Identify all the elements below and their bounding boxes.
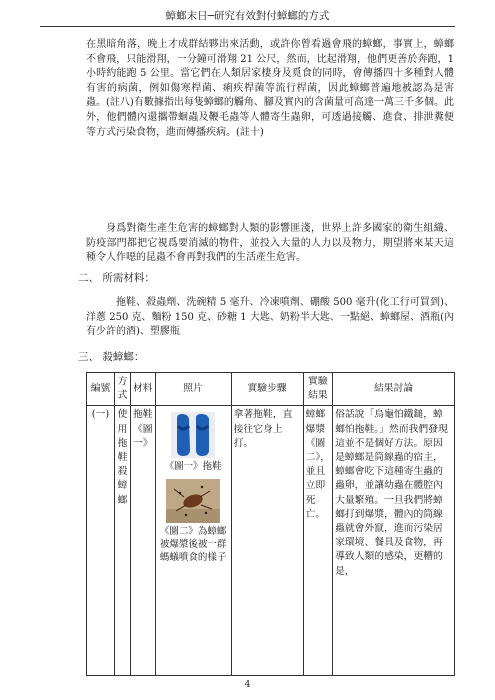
photo2-caption: 《圖二》為蟑螂被爆漿後被一群螞蟻噴食的樣子: [159, 526, 227, 564]
slipper-icon: [171, 412, 215, 458]
row-discussion: 俗話說「烏龜怕鐵鎚，蟑螂怕拖鞋。」然而我們發現這並不是個好方法。原因是蟑螂是筒線蟲的宿主，蟑螂會吃下這種寄生蟲的蟲卵，並讓幼蟲在體腔內大量繁殖。一旦我們將蟑螂打到爆漿，體內的筒線蟲就會外竄，進而污染居家環境、餐具及食物，再導致人類的感染，更糟的是，: [333, 406, 455, 676]
materials-list: 拖鞋、殺蟲劑、洗碗精 5 毫升、冷凍噴劑、硼酸 500 毫升(化工行可買到)、洋蔥 250 克、麵粉 150 克、砂糖 1 大匙、奶粉半大匙、一點絕、蟑螂屋、酒瓶(內有少許的酒)、塑膠瓶: [86, 297, 454, 338]
header-photo: 照片: [155, 373, 231, 406]
experiment-table: [86, 372, 455, 676]
materials-heading: 二、 所需材料：: [78, 272, 155, 284]
page-number: 4: [244, 680, 251, 690]
header-discussion: 結果討論: [333, 373, 455, 406]
header-number: 編號: [87, 373, 115, 406]
page-header: 蟑螂末日─研究有效對付蟑螂的方式: [40, 8, 455, 27]
hygiene-paragraph: 身爲對衛生產生危害的蟑螂對人類的影響匪淺，世界上許多國家的衛生組織、防疫部門都把它視爲要消滅的物件，並投入大量的人力以及物力，期望將來某天這種令人作噁的昆蟲不會再對我們的生活產生危害。: [86, 223, 454, 264]
row-method: 使用拖鞋殺蟑螂: [115, 406, 131, 676]
header-material: 材料: [131, 373, 156, 406]
row-steps: 拿著拖鞋，直接往它身上打。: [231, 406, 303, 676]
row-number: (一): [87, 406, 115, 676]
cockroach-icon: [166, 479, 220, 523]
row-photos: [155, 406, 231, 676]
header-result: 實驗結果: [303, 373, 333, 406]
photo-crushed-roach: [158, 479, 229, 564]
photo1-caption: 《圖一》拖鞋: [164, 461, 222, 473]
photo-slipper: [158, 412, 229, 473]
table-header-row: [87, 373, 455, 406]
row-result: 蟑螂爆漿《圖二》，並且立即死亡。: [303, 406, 333, 676]
intro-paragraph: 在黑暗角落，晚上才成群結夥出來活動，或許你曾看過會飛的蟑螂，事實上，蟑螂不會飛，只能滑翔，一分鐘可滑翔 21 公尺，然而，比起滑翔，他們更善於奔跑，1 小時約能跑 5 公里。當它們在人類居家棲身及覓食的同時，會傳播四十多種對人體有害的病菌，例如傷寒桿菌、痢疾桿菌等流行桿菌，因此蟑螂普遍地被認為是害蟲。(註八)有數據指出每隻蟑螂的觸角、腳及實內的含菌量可高達一萬三千多個。此外，他們體內還攜帶蛔蟲及鞭毛蟲等人體寄生蟲卵，可透過接觸、進食、排泄糞便等方式污染食物，進而傳播疾病。(註十): [86, 39, 454, 138]
header-method: 方式: [115, 373, 131, 406]
table-row: [87, 406, 455, 676]
header-steps: 實驗步驟: [231, 373, 303, 406]
methods-heading: 三、 殺蟑螂：: [78, 351, 145, 363]
row-material: 拖鞋《圖一》: [131, 406, 156, 676]
